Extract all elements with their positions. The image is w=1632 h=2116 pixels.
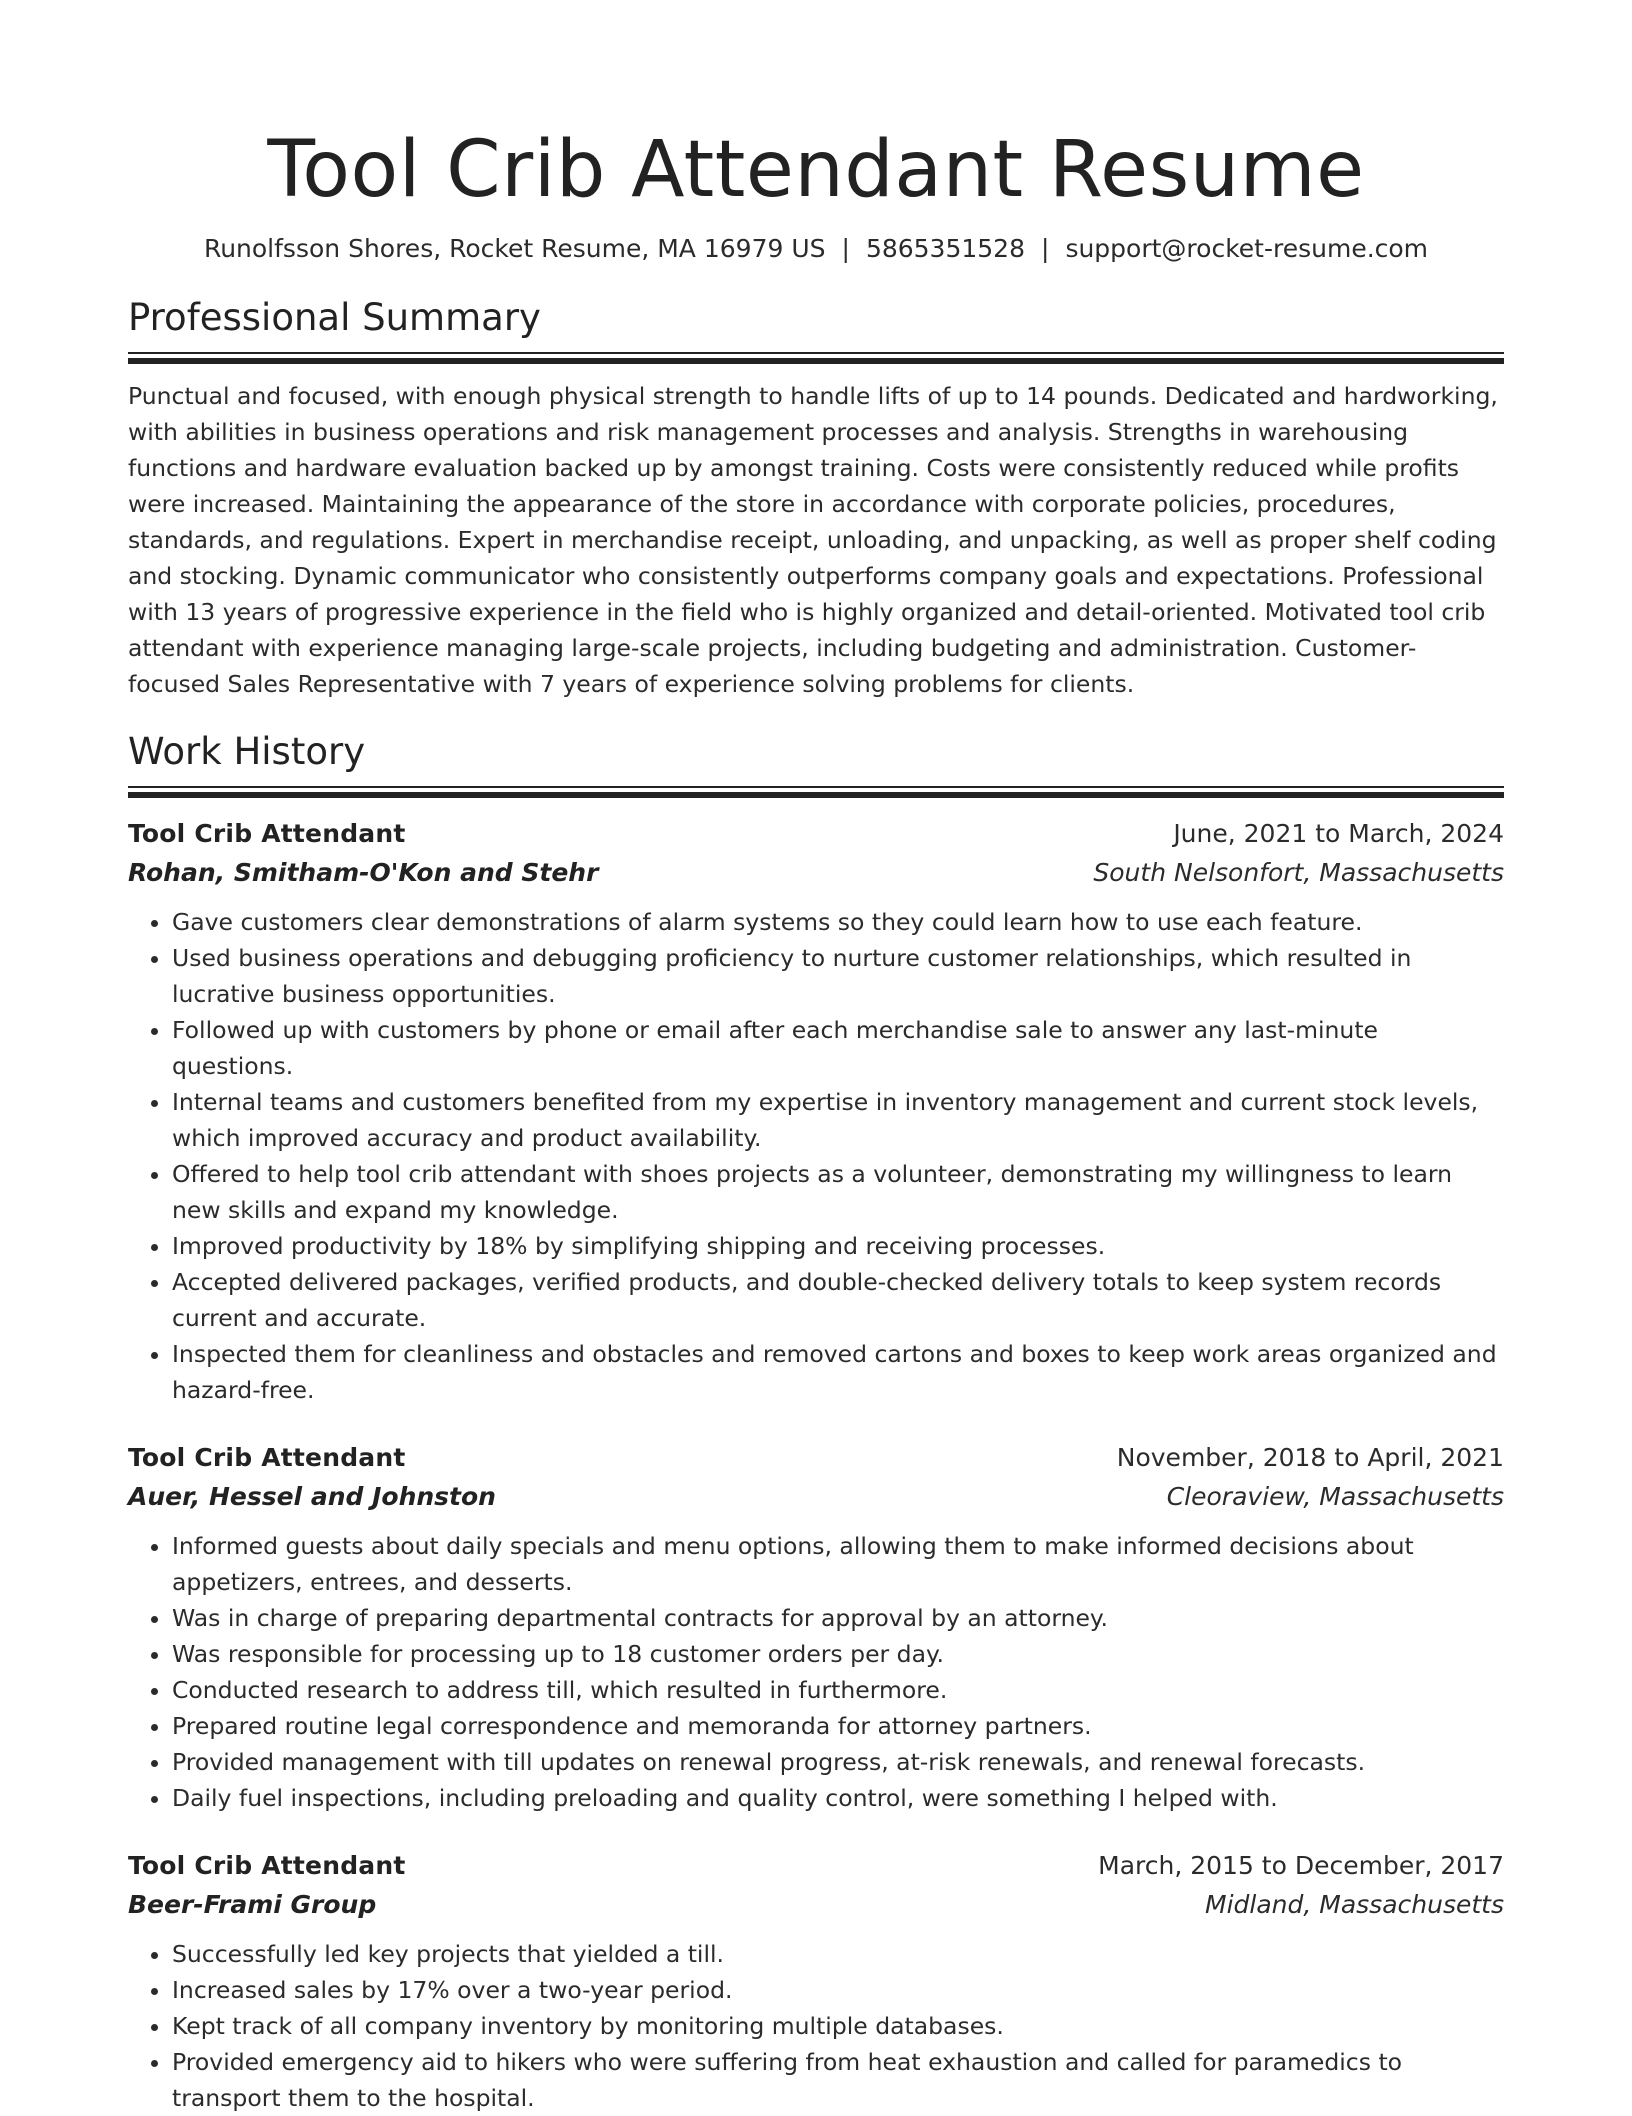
- contact-email: support@rocket-resume.com: [1065, 234, 1429, 263]
- list-item: • Increased sales by 17% over a two-year period.: [172, 1972, 1504, 2008]
- job-header-row: [128, 1438, 1504, 1477]
- contact-address: Runolfsson Shores, Rocket Resume, MA 16979 US: [203, 234, 826, 263]
- work-history-section: [128, 728, 1504, 2116]
- list-item: • Used business operations and debugging proficiency to nurture customer relationships, which resulted in lucrative business opportunities.: [172, 940, 1504, 1012]
- job-bullet-list: [128, 1936, 1504, 2116]
- list-item: • Kept track of all company inventory by monitoring multiple databases.: [172, 2008, 1504, 2044]
- list-item: • Inspected them for cleanliness and obstacles and removed cartons and boxes to keep work areas organized and hazard-free.: [172, 1336, 1504, 1408]
- section-heading: Work History: [128, 730, 366, 773]
- contact-phone: 5865351528: [865, 234, 1025, 263]
- job-dates: March, 2015 to December, 2017: [1098, 1851, 1504, 1880]
- job-header-row: [128, 1846, 1504, 1885]
- list-item: • Was responsible for processing up to 18 customer orders per day.: [172, 1636, 1504, 1672]
- list-item: • Accepted delivered packages, verified products, and double-checked delivery totals to keep system records current and accurate.: [172, 1264, 1504, 1336]
- list-item: • Informed guests about daily specials and menu options, allowing them to make informed decisions about appetizers, entrees, and desserts.: [172, 1528, 1504, 1600]
- job-entry: [128, 814, 1504, 1408]
- list-item: • Improved productivity by 18% by simplifying shipping and receiving processes.: [172, 1228, 1504, 1264]
- job-title: Tool Crib Attendant: [128, 1851, 406, 1880]
- list-item: • Provided emergency aid to hikers who were suffering from heat exhaustion and called for paramedics to transport them to the hospital.: [172, 2044, 1504, 2116]
- job-subheader-row: [128, 853, 1504, 892]
- job-company: Auer, Hessel and Johnston: [128, 1482, 496, 1511]
- resume-page: [128, 0, 1504, 2116]
- job-dates: June, 2021 to March, 2024: [1173, 819, 1504, 848]
- section-divider: [128, 786, 1504, 798]
- list-item: • Provided management with till updates on renewal progress, at-risk renewals, and renewal forecasts.: [172, 1744, 1504, 1780]
- job-entry: [128, 1846, 1504, 2116]
- job-company: Beer-Frami Group: [128, 1890, 377, 1919]
- job-dates: November, 2018 to April, 2021: [1116, 1443, 1504, 1472]
- section-divider: [128, 352, 1504, 364]
- section-heading: Professional Summary: [128, 296, 541, 339]
- professional-summary-section: [128, 294, 1504, 702]
- job-company: Rohan, Smitham-O'Kon and Stehr: [128, 858, 599, 887]
- list-item: • Offered to help tool crib attendant with shoes projects as a volunteer, demonstrating my willingness to learn new skills and expand my knowledge.: [172, 1156, 1504, 1228]
- resume-title: Tool Crib Attendant Resume: [267, 125, 1365, 215]
- list-item: • Internal teams and customers benefited from my expertise in inventory management and current stock levels, which improved accuracy and product availability.: [172, 1084, 1504, 1156]
- list-item: • Successfully led key projects that yielded a till.: [172, 1936, 1504, 1972]
- list-item: • Conducted research to address till, which resulted in furthermore.: [172, 1672, 1504, 1708]
- job-subheader-row: [128, 1885, 1504, 1924]
- list-item: • Was in charge of preparing departmental contracts for approval by an attorney.: [172, 1600, 1504, 1636]
- list-item: • Followed up with customers by phone or email after each merchandise sale to answer any last-minute questions.: [172, 1012, 1504, 1084]
- job-subheader-row: [128, 1477, 1504, 1516]
- list-item: • Prepared routine legal correspondence and memoranda for attorney partners.: [172, 1708, 1504, 1744]
- job-title: Tool Crib Attendant: [128, 819, 406, 848]
- contact-line: [128, 232, 1504, 266]
- contact-separator: |: [1041, 234, 1050, 263]
- job-location: South Nelsonfort, Massachusetts: [1093, 858, 1504, 887]
- job-bullet-list: [128, 904, 1504, 1408]
- summary-text: Punctual and focused, with enough physical strength to handle lifts of up to 14 pounds. Dedicated and hardworking, with abilities in business operations and risk management processes and analysis. Strengths in warehousing functions and hardware evaluation backed up by amongst training. Costs were consistently reduced while profits were increased. Maintaining the appearance of the store in accordance with corporate policies, procedures, standards, and regulations. Expert in merchandise receipt, unloading, and unpacking, as well as proper shelf coding and stocking. Dynamic communicator who consistently outperforms company goals and expectations. Professional with 13 years of progressive experience in the field who is highly organized and detail-oriented. Motivated tool crib attendant with experience managing large-scale projects, including budgeting and administration. Customer-focused Sales Representative with 7 years of experience solving problems for clients.: [128, 382, 1498, 698]
- job-header-row: [128, 814, 1504, 853]
- list-item: • Daily fuel inspections, including preloading and quality control, were something I helped with.: [172, 1780, 1504, 1816]
- job-location: Midland, Massachusetts: [1205, 1890, 1504, 1919]
- job-entry: [128, 1438, 1504, 1816]
- job-title: Tool Crib Attendant: [128, 1443, 406, 1472]
- list-item: • Gave customers clear demonstrations of alarm systems so they could learn how to use each feature.: [172, 904, 1504, 940]
- job-bullet-list: [128, 1528, 1504, 1816]
- contact-separator: |: [841, 234, 850, 263]
- job-location: Cleoraview, Massachusetts: [1166, 1482, 1504, 1511]
